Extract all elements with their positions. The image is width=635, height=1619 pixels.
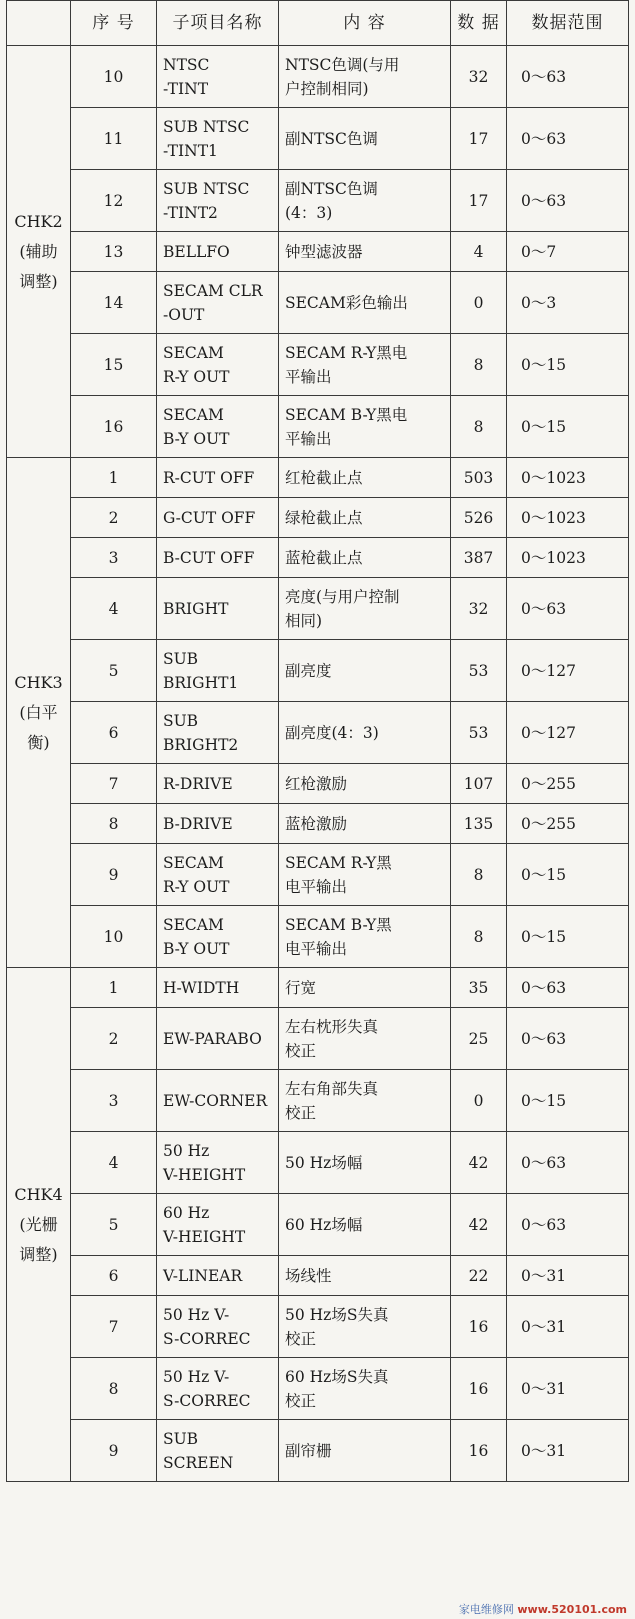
cell-data: 0 — [451, 1070, 507, 1132]
cell-data: 16 — [451, 1358, 507, 1420]
table-row — [7, 1296, 629, 1358]
cell-range: 0～63 — [507, 170, 629, 232]
cell-no: 9 — [71, 844, 157, 906]
cell-content: 红枪激励 — [279, 764, 451, 804]
cell-no: 1 — [71, 968, 157, 1008]
cell-name: 50 Hz V- S-CORREC — [157, 1358, 279, 1420]
cell-range: 0～63 — [507, 1132, 629, 1194]
table-row — [7, 1358, 629, 1420]
table-row — [7, 702, 629, 764]
cell-content: 副NTSC色调 — [279, 108, 451, 170]
cell-no: 2 — [71, 1008, 157, 1070]
table-row — [7, 334, 629, 396]
cell-range: 0～15 — [507, 1070, 629, 1132]
group-label: CHK3 (白平 衡) — [7, 458, 71, 968]
table-row — [7, 46, 629, 108]
cell-no: 4 — [71, 1132, 157, 1194]
header-name: 子项目名称 — [157, 1, 279, 46]
cell-no: 6 — [71, 702, 157, 764]
cell-content: SECAM R-Y黑 电平输出 — [279, 844, 451, 906]
cell-range: 0～63 — [507, 1008, 629, 1070]
cell-name: BELLFO — [157, 232, 279, 272]
cell-name: R-CUT OFF — [157, 458, 279, 498]
cell-name: SUB BRIGHT2 — [157, 702, 279, 764]
cell-content: 亮度(与用户控制 相同) — [279, 578, 451, 640]
cell-no: 7 — [71, 764, 157, 804]
cell-no: 5 — [71, 640, 157, 702]
table-row — [7, 968, 629, 1008]
cell-name: SECAM R-Y OUT — [157, 334, 279, 396]
cell-name: SUB SCREEN — [157, 1420, 279, 1482]
header-range: 数据范围 — [507, 1, 629, 46]
cell-content: SECAM B-Y黑 电平输出 — [279, 906, 451, 968]
table-row — [7, 232, 629, 272]
header-no: 序 号 — [71, 1, 157, 46]
cell-data: 16 — [451, 1420, 507, 1482]
cell-data: 16 — [451, 1296, 507, 1358]
cell-range: 0～1023 — [507, 538, 629, 578]
cell-name: SECAM R-Y OUT — [157, 844, 279, 906]
table-row — [7, 640, 629, 702]
cell-no: 3 — [71, 538, 157, 578]
table-row — [7, 1194, 629, 1256]
watermark-text: 家电维修网 — [458, 1603, 514, 1616]
cell-no: 12 — [71, 170, 157, 232]
header-data: 数 据 — [451, 1, 507, 46]
cell-content: SECAM R-Y黑电 平输出 — [279, 334, 451, 396]
cell-no: 1 — [71, 458, 157, 498]
table-row — [7, 272, 629, 334]
table-row — [7, 108, 629, 170]
table-row — [7, 804, 629, 844]
group-header — [7, 1, 71, 46]
cell-no: 6 — [71, 1256, 157, 1296]
table-row — [7, 764, 629, 804]
cell-name: 60 Hz V-HEIGHT — [157, 1194, 279, 1256]
cell-content: 红枪截止点 — [279, 458, 451, 498]
cell-range: 0～15 — [507, 396, 629, 458]
header-content: 内 容 — [279, 1, 451, 46]
cell-range: 0～127 — [507, 702, 629, 764]
cell-no: 5 — [71, 1194, 157, 1256]
cell-content: NTSC色调(与用 户控制相同) — [279, 46, 451, 108]
cell-range: 0～31 — [507, 1358, 629, 1420]
table-body — [7, 46, 629, 1482]
data-table — [6, 0, 629, 1482]
cell-data: 8 — [451, 844, 507, 906]
cell-range: 0～31 — [507, 1420, 629, 1482]
cell-name: EW-PARABO — [157, 1008, 279, 1070]
cell-content: 副亮度 — [279, 640, 451, 702]
cell-content: 左右角部失真 校正 — [279, 1070, 451, 1132]
cell-content: SECAM彩色输出 — [279, 272, 451, 334]
cell-name: 50 Hz V-HEIGHT — [157, 1132, 279, 1194]
cell-name: B-CUT OFF — [157, 538, 279, 578]
cell-name: BRIGHT — [157, 578, 279, 640]
cell-name: G-CUT OFF — [157, 498, 279, 538]
cell-data: 107 — [451, 764, 507, 804]
table-row — [7, 578, 629, 640]
table-row — [7, 1132, 629, 1194]
cell-no: 8 — [71, 1358, 157, 1420]
cell-range: 0～63 — [507, 578, 629, 640]
cell-no: 14 — [71, 272, 157, 334]
cell-range: 0～63 — [507, 46, 629, 108]
cell-range: 0～63 — [507, 968, 629, 1008]
cell-range: 0～63 — [507, 108, 629, 170]
cell-name: SECAM B-Y OUT — [157, 906, 279, 968]
cell-name: NTSC -TINT — [157, 46, 279, 108]
cell-range: 0～1023 — [507, 458, 629, 498]
cell-data: 25 — [451, 1008, 507, 1070]
cell-name: SUB NTSC -TINT2 — [157, 170, 279, 232]
cell-content: 蓝枪激励 — [279, 804, 451, 844]
cell-content: 50 Hz场幅 — [279, 1132, 451, 1194]
cell-no: 13 — [71, 232, 157, 272]
cell-range: 0～31 — [507, 1256, 629, 1296]
cell-content: 副亮度(4：3) — [279, 702, 451, 764]
cell-range: 0～15 — [507, 844, 629, 906]
cell-content: 左右枕形失真 校正 — [279, 1008, 451, 1070]
cell-data: 17 — [451, 170, 507, 232]
header-row — [7, 1, 629, 46]
cell-range: 0～255 — [507, 804, 629, 844]
cell-no: 16 — [71, 396, 157, 458]
table-row — [7, 844, 629, 906]
group-label: CHK2 (辅助 调整) — [7, 46, 71, 458]
cell-data: 8 — [451, 906, 507, 968]
cell-range: 0～3 — [507, 272, 629, 334]
cell-no: 9 — [71, 1420, 157, 1482]
cell-no: 3 — [71, 1070, 157, 1132]
cell-name: SUB NTSC -TINT1 — [157, 108, 279, 170]
cell-content: 绿枪截止点 — [279, 498, 451, 538]
table-row — [7, 458, 629, 498]
cell-data: 42 — [451, 1132, 507, 1194]
cell-name: EW-CORNER — [157, 1070, 279, 1132]
table-row — [7, 538, 629, 578]
cell-range: 0～127 — [507, 640, 629, 702]
cell-range: 0～1023 — [507, 498, 629, 538]
cell-data: 32 — [451, 46, 507, 108]
cell-data: 0 — [451, 272, 507, 334]
cell-range: 0～15 — [507, 906, 629, 968]
cell-data: 22 — [451, 1256, 507, 1296]
cell-range: 0～15 — [507, 334, 629, 396]
cell-content: 副帘栅 — [279, 1420, 451, 1482]
cell-content: 场线性 — [279, 1256, 451, 1296]
table-row — [7, 1420, 629, 1482]
table-row — [7, 396, 629, 458]
cell-data: 32 — [451, 578, 507, 640]
cell-data: 53 — [451, 640, 507, 702]
cell-name: 50 Hz V- S-CORREC — [157, 1296, 279, 1358]
cell-no: 10 — [71, 906, 157, 968]
cell-data: 8 — [451, 334, 507, 396]
cell-data: 53 — [451, 702, 507, 764]
table-row — [7, 170, 629, 232]
cell-data: 42 — [451, 1194, 507, 1256]
table-row — [7, 1256, 629, 1296]
cell-name: SUB BRIGHT1 — [157, 640, 279, 702]
cell-data: 135 — [451, 804, 507, 844]
cell-content: 蓝枪截止点 — [279, 538, 451, 578]
cell-name: B-DRIVE — [157, 804, 279, 844]
cell-data: 17 — [451, 108, 507, 170]
cell-no: 7 — [71, 1296, 157, 1358]
group-label: CHK4 (光栅 调整) — [7, 968, 71, 1482]
watermark-url: www.520101.com — [517, 1603, 627, 1616]
cell-data: 35 — [451, 968, 507, 1008]
cell-content: 钟型滤波器 — [279, 232, 451, 272]
cell-no: 11 — [71, 108, 157, 170]
cell-no: 8 — [71, 804, 157, 844]
table-row — [7, 1070, 629, 1132]
cell-no: 2 — [71, 498, 157, 538]
cell-content: 50 Hz场S失真 校正 — [279, 1296, 451, 1358]
cell-name: R-DRIVE — [157, 764, 279, 804]
cell-data: 387 — [451, 538, 507, 578]
cell-content: 行宽 — [279, 968, 451, 1008]
cell-data: 8 — [451, 396, 507, 458]
cell-data: 503 — [451, 458, 507, 498]
cell-name: SECAM CLR -OUT — [157, 272, 279, 334]
cell-name: V-LINEAR — [157, 1256, 279, 1296]
cell-range: 0～31 — [507, 1296, 629, 1358]
cell-content: 副NTSC色调 (4：3) — [279, 170, 451, 232]
cell-range: 0～7 — [507, 232, 629, 272]
cell-no: 4 — [71, 578, 157, 640]
cell-no: 15 — [71, 334, 157, 396]
table-row — [7, 498, 629, 538]
cell-range: 0～63 — [507, 1194, 629, 1256]
cell-content: 60 Hz场S失真 校正 — [279, 1358, 451, 1420]
cell-name: H-WIDTH — [157, 968, 279, 1008]
cell-data: 4 — [451, 232, 507, 272]
cell-range: 0～255 — [507, 764, 629, 804]
cell-content: SECAM B-Y黑电 平输出 — [279, 396, 451, 458]
table-row — [7, 906, 629, 968]
cell-data: 526 — [451, 498, 507, 538]
cell-no: 10 — [71, 46, 157, 108]
cell-name: SECAM B-Y OUT — [157, 396, 279, 458]
watermark — [459, 1601, 627, 1617]
table-row — [7, 1008, 629, 1070]
cell-content: 60 Hz场幅 — [279, 1194, 451, 1256]
